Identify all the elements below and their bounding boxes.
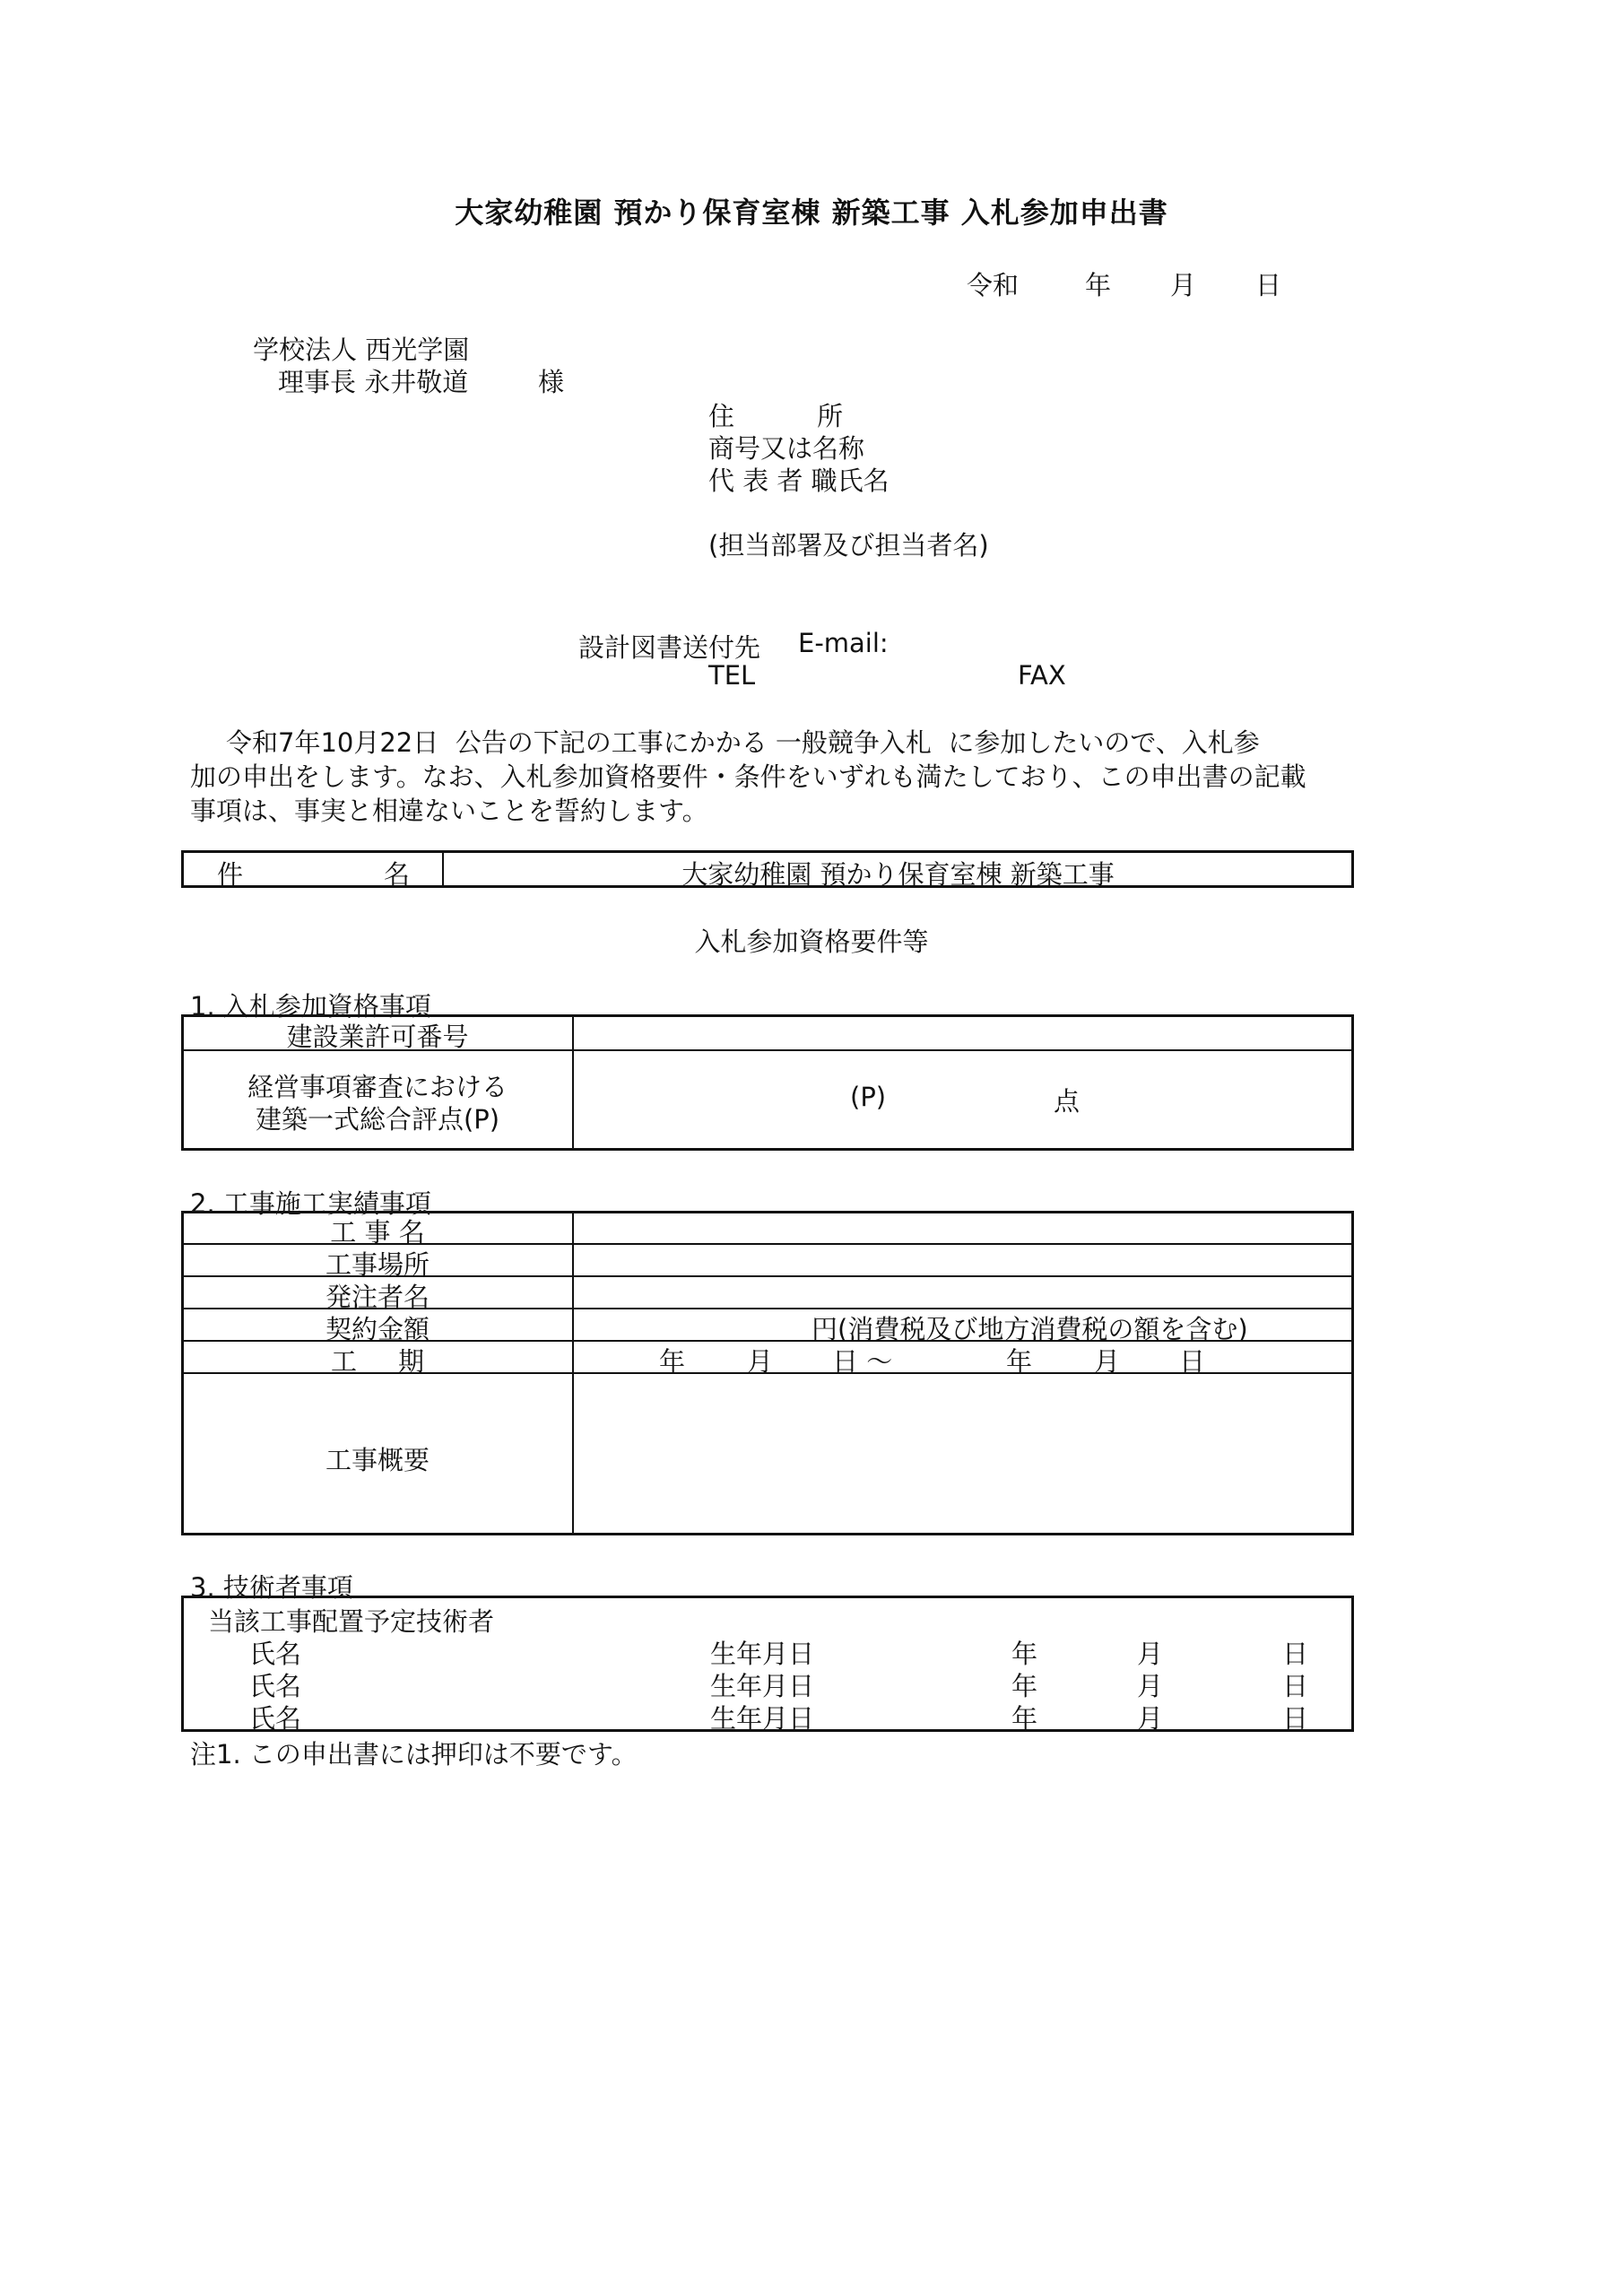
project-label-ken: 件 [217,859,244,890]
section2-heading: 2. 工事施工実績事項 [190,1188,431,1219]
period-start-year: 年 [659,1346,686,1377]
engineer-1-month: 月 [1137,1639,1164,1669]
engineer-2-month: 月 [1137,1671,1164,1701]
engineer-2-day: 日 [1282,1671,1309,1701]
section1-score-label-1: 経営事項審査における [247,1072,508,1102]
section2-contract-label: 契約金額 [325,1314,430,1344]
section2-contract-note: 円(消費税及び地方消費税の額を含む) [812,1314,1248,1344]
applicant-contact-label: (担当部署及び担当者名) [708,530,989,561]
applicant-address-label: 住 所 [708,401,844,431]
declaration-line-2: 加の申出をします。なお、入札参加資格要件・条件をいずれも満たしており、この申出書の記載 [190,761,1306,792]
engineer-3-day: 日 [1282,1703,1309,1734]
engineer-1-name-label: 氏名 [249,1639,302,1669]
section1-score-unit: 点 [1054,1086,1081,1117]
engineer-1-dob-label: 生年月日 [710,1639,815,1669]
engineer-2-name-label: 氏名 [249,1671,302,1701]
date-day: 日 [1255,270,1282,300]
applicant-company-label: 商号又は名称 [708,433,865,464]
declaration-line-1: 令和7年10月22日 公告の下記の工事にかかる 一般競争入札 に参加したいので、入札参 [226,727,1260,758]
period-end-month: 月 [1094,1346,1121,1377]
applicant-representative-label: 代 表 者 職氏名 [708,465,890,496]
section3-subheading: 当該工事配置予定技術者 [208,1606,495,1637]
period-start-day: 日 ～ [832,1346,893,1377]
section2-work-place-label: 工事場所 [325,1249,430,1280]
section1-license-label: 建設業許可番号 [286,1022,469,1052]
period-end-year: 年 [1006,1346,1033,1377]
addressee-honorific: 様 [538,367,565,397]
document-title: 大家幼稚園 預かり保育室棟 新築工事 入札参加申出書 [455,196,1168,230]
engineer-2-year: 年 [1011,1671,1038,1701]
requirements-heading: 入札参加資格要件等 [694,926,929,957]
period-start-month: 月 [747,1346,774,1377]
engineer-1-day: 日 [1282,1639,1309,1669]
engineer-3-year: 年 [1011,1703,1038,1734]
section1-divider [572,1016,574,1149]
section2-period-label: 工 期 [330,1346,425,1377]
section3-heading: 3. 技術者事項 [190,1572,353,1603]
delivery-email-label: E-mail: [798,628,889,658]
addressee-organization: 学校法人 西光学園 [253,335,470,365]
date-month: 月 [1170,270,1197,300]
section1-score-label-2: 建築一式総合評点(P) [255,1104,500,1135]
declaration-line-3: 事項は、事実と相違ないことを誓約します。 [190,796,708,826]
period-end-day: 日 [1179,1346,1206,1377]
section1-heading: 1. 入札参加資格事項 [190,991,431,1022]
delivery-label: 設計図書送付先 [578,632,761,663]
section2-overview-label: 工事概要 [325,1445,430,1475]
engineer-2-dob-label: 生年月日 [710,1671,815,1701]
section2-work-name-label: 工 事 名 [330,1217,425,1248]
project-name-value: 大家幼稚園 預かり保育室棟 新築工事 [681,859,1115,890]
section1-score-p: (P) [850,1082,887,1112]
project-label-mei: 名 [384,859,411,890]
date-era: 令和 [967,270,1020,300]
engineer-3-dob-label: 生年月日 [710,1703,815,1734]
addressee-chairman: 理事長 永井敬道 [278,367,469,397]
date-year: 年 [1085,270,1112,300]
engineer-3-month: 月 [1137,1703,1164,1734]
delivery-tel-label: TEL [708,660,756,691]
engineer-3-name-label: 氏名 [249,1703,302,1734]
section2-client-label: 発注者名 [325,1282,430,1312]
engineer-1-year: 年 [1011,1639,1038,1669]
delivery-fax-label: FAX [1018,660,1066,691]
footnote: 注1. この申出書には押印は不要です。 [190,1739,638,1770]
